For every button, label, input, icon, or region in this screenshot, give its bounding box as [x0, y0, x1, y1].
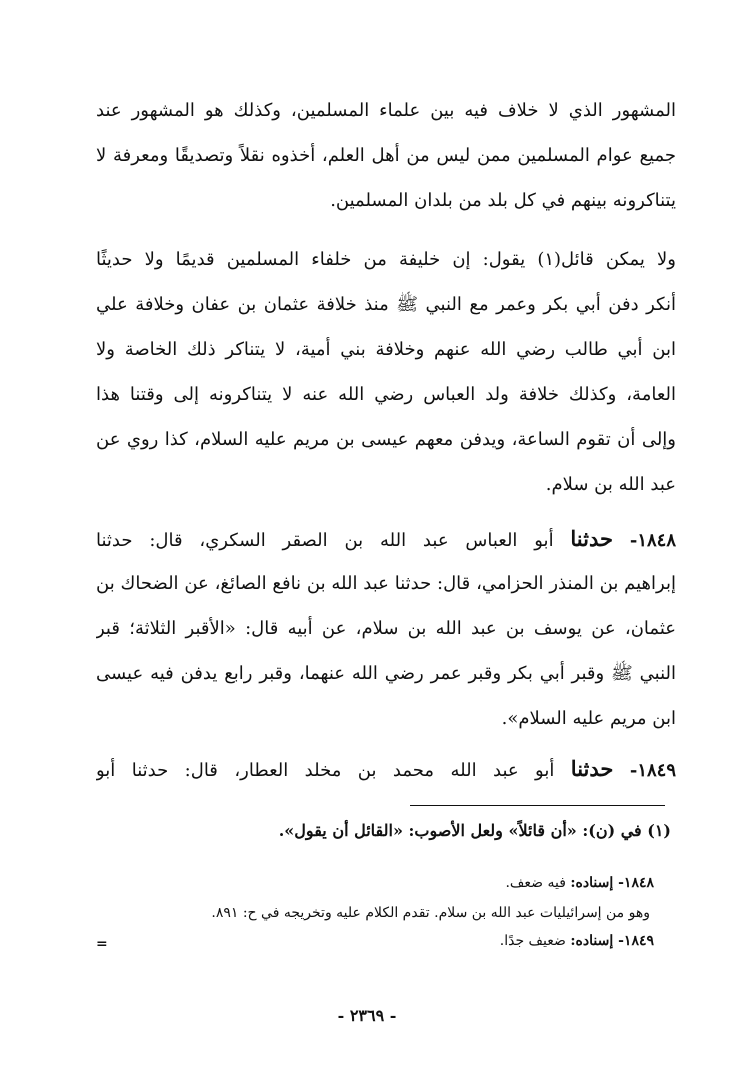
- note-label: ١٨٤٩- إسناده:: [570, 933, 654, 949]
- text-line: المشهور الذي لا خلاف فيه بين علماء المسلمين، وكذلك هو المشهور عند: [96, 100, 676, 121]
- paragraph-2: [96, 237, 676, 507]
- text-line: يتناكرونه بينهم في كل بلد من بلدان المسلمين.: [330, 190, 676, 211]
- note-1848: [505, 872, 654, 894]
- hadith-keyword: حدثنا: [570, 756, 614, 781]
- note-label: ١٨٤٨- إسناده:: [570, 875, 654, 891]
- paragraph-1: [96, 88, 676, 223]
- note-text: فيه ضعف.: [505, 875, 571, 891]
- page-number: - ٢٣٦٩ -: [337, 1006, 397, 1025]
- hadith-1848: [96, 516, 676, 741]
- footnote-1: (١) في (ن): «أن قائلاً» ولعل الأصوب: «القائل أن يقول».: [278, 821, 671, 840]
- note-1849: [500, 930, 654, 952]
- text-line: العامة، وكذلك خلافة ولد العباس رضي الله عنه لا يتناكرونه إلى وقتنا هذا: [96, 384, 676, 405]
- text-line: عثمان، عن يوسف بن عبد الله بن سلام، عن أبيه قال: «الأقبر الثلاثة؛ قبر: [96, 618, 676, 639]
- text-line: ابن مريم عليه السلام».: [501, 708, 676, 729]
- hadith-text: أبو عبد الله محمد بن مخلد العطار، قال: حدثنا أبو: [96, 760, 555, 781]
- note-text: ضعيف جدًا.: [499, 933, 571, 949]
- text-line: ابن أبي طالب رضي الله عنهم وخلافة بني أمية، لا يتناكر ذلك الخاصة ولا: [96, 339, 676, 360]
- hadith-text: أبو العباس عبد الله بن الصقر السكري، قال: حدثنا: [96, 530, 554, 551]
- text-line: جميع عوام المسلمين ممن ليس من أهل العلم، أخذوه نقلاً وتصديقًا ومعرفة لا: [96, 145, 676, 166]
- text-line: وإلى أن تقوم الساعة، ويدفن معهم عيسى بن مريم عليه السلام، كذا روي عن: [96, 429, 676, 450]
- text-line: ولا يمكن قائل(١) يقول: إن خليفة من خلفاء المسلمين قديمًا ولا حديثًا: [96, 249, 676, 270]
- hadith-number: ١٨٤٨-: [629, 530, 676, 551]
- hadith-keyword: حدثنا: [570, 526, 613, 551]
- text-line: أنكر دفن أبي بكر وعمر مع النبي ﷺ منذ خلافة عثمان بن عفان وخلافة علي: [96, 294, 676, 315]
- text-line: عبد الله بن سلام.: [545, 474, 676, 495]
- footnote-rule: [410, 805, 665, 806]
- continuation-mark: =: [96, 936, 108, 952]
- hadith-number: ١٨٤٩-: [629, 760, 676, 781]
- hadith-heading-line: [96, 746, 676, 791]
- text-line: إبراهيم بن المنذر الحزامي، قال: حدثنا عبد الله بن نافع الصائغ، عن الضحاك بن: [96, 573, 676, 594]
- hadith-heading-line: [96, 516, 676, 561]
- note-1848-detail: وهو من إسرائيليات عبد الله بن سلام. تقدم الكلام عليه وتخريجه في ح: ٨٩١.: [211, 905, 650, 921]
- hadith-1849: [96, 746, 676, 791]
- text-line: النبي ﷺ وقبر أبي بكر وقبر عمر رضي الله عنهما، وقبر رابع يدفن فيه عيسى: [96, 663, 676, 684]
